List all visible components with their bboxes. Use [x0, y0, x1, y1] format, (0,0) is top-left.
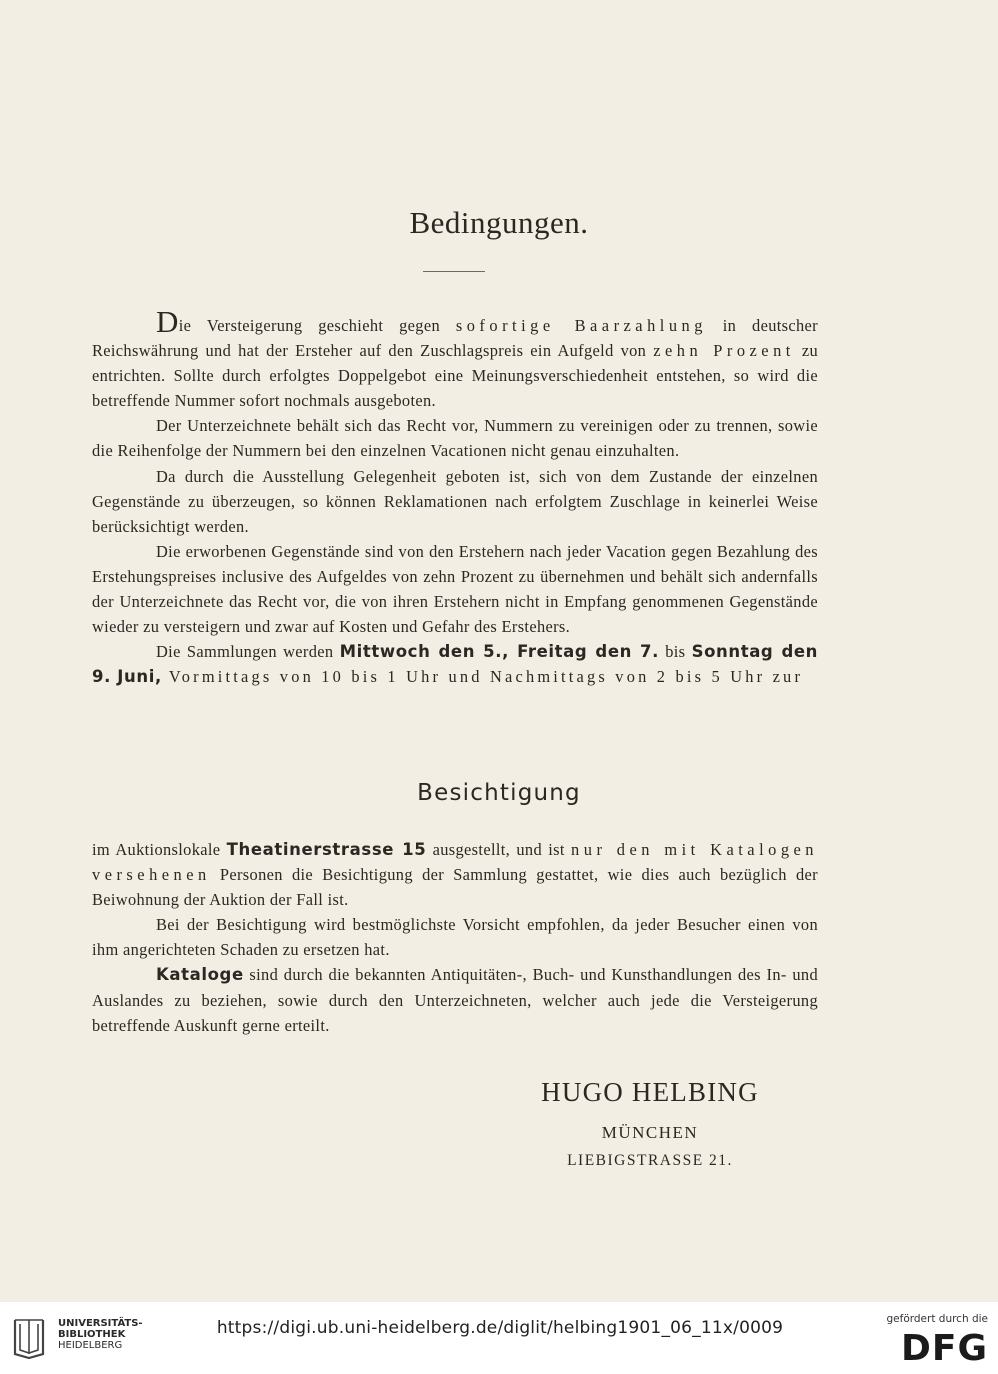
text-run: zu entrichten. Sollte durch erfolgtes Doppelgebot eine Meinungsverschiedenheit entstehen, so wird die betreffende Nummer sofort nochmals ausgeboten.	[92, 341, 818, 411]
text-run: sind durch die bekannten Antiquitäten-, Buch- und Kunsthandlungen des In- und Auslandes zu beziehen, sowie durch den Unterzeichneten, welcher auch jede die Versteigerung betreffende Auskunft gerne erteilt.	[92, 965, 818, 1035]
title-divider	[423, 271, 485, 272]
bold-catalogues: Kataloge	[156, 965, 244, 985]
viewing-text-block	[92, 837, 818, 1038]
paragraph-caution: Bei der Besichtigung wird bestmöglichste Vorsicht empfohlen, da jeder Besucher einen von ihm angerichteten Schaden zu ersetzen hat.	[92, 915, 818, 960]
library-line: BIBLIOTHEK	[58, 1329, 126, 1340]
text-run: ie Versteigerung geschieht gegen	[178, 316, 456, 335]
text-run: im Auktionslokale	[92, 840, 227, 859]
signature-street: LIEBIGSTRASSE 21.	[567, 1152, 733, 1169]
page-title: Bedingungen.	[409, 205, 589, 240]
university-seal-icon	[9, 1314, 49, 1360]
dfg-logo: DFG	[900, 1328, 988, 1369]
paragraph-viewing-dates	[92, 639, 818, 689]
drop-cap: D	[156, 304, 179, 339]
bold-dates: Mittwoch den 5., Freitag den 7.	[339, 642, 659, 662]
bold-address: Theatinerstrasse 15	[226, 840, 427, 859]
permalink-url[interactable]: https://digi.ub.uni-heidelberg.de/diglit/helbing1901_06_11x/0009	[216, 1318, 784, 1338]
text-run: Personen die Besichtigung der Sammlung gestattet, wie dies auch bezüglich der Beiwohnung der Auktion der Fall ist.	[92, 865, 818, 910]
paragraph-exhibition: Da durch die Ausstellung Gelegenheit geboten ist, sich von dem Zustande der einzelnen Gegenstände zu überzeugen, so können Reklamationen nach erfolgtem Zuschlage in keinerlei Weise berücksichtigt werden.	[92, 466, 818, 536]
section-heading-besichtigung: Besichtigung	[417, 780, 581, 806]
signature-city: MÜNCHEN	[601, 1123, 699, 1142]
paragraph-location	[92, 837, 818, 912]
spaced-emphasis: Vormittags von 10 bis 1 Uhr und Nachmittags von 2 bis 5 Uhr zur	[161, 667, 804, 687]
spaced-emphasis: zehn Prozent	[653, 341, 795, 361]
text-run: in deutscher Reichswährung und hat der Ersteher auf den Zuschlagspreis ein Aufgeld von	[92, 316, 818, 361]
text-run: ausgestellt, und ist	[426, 840, 572, 859]
paragraph-numbering: Der Unterzeichnete behält sich das Recht vor, Nummern zu vereinigen oder zu trennen, sowie die Reihenfolge der Nummern bei den einzelnen Vacationen nicht genau einzuhalten.	[92, 416, 818, 461]
library-logo-text	[58, 1318, 143, 1351]
bold-dates: Sonntag den 9. Juni,	[92, 642, 818, 687]
spaced-emphasis: nur den mit Katalogen versehenen	[92, 840, 818, 885]
paragraph-payment	[92, 304, 818, 413]
spaced-emphasis: sofortige Baarzahlung	[455, 316, 707, 335]
conditions-text-block	[92, 304, 818, 689]
signature-firm: HUGO HELBING	[541, 1077, 759, 1107]
library-line: HEIDELBERG	[58, 1340, 123, 1351]
paragraph-pickup: Die erworbenen Gegenstände sind von den Erstehern nach jeder Vacation gegen Bezahlung des Erstehungspreises inclusive des Aufgeldes von zehn Prozent zu übernehmen und behält sich andernfalls der Unterzeichnete das Recht vor, die von ihren Erstehern nicht in Empfang genommenen Gegenstände wieder zu versteigern und zwar auf Kosten und Gefahr des Erstehers.	[92, 541, 818, 637]
viewer-footer	[0, 1302, 998, 1374]
funding-label: gefördert durch die	[886, 1313, 988, 1325]
text-run: Die Sammlungen werden	[156, 642, 340, 662]
paragraph-catalogues	[92, 962, 818, 1037]
text-run: bis	[659, 642, 692, 662]
library-line: UNIVERSITÄTS-	[58, 1318, 143, 1329]
